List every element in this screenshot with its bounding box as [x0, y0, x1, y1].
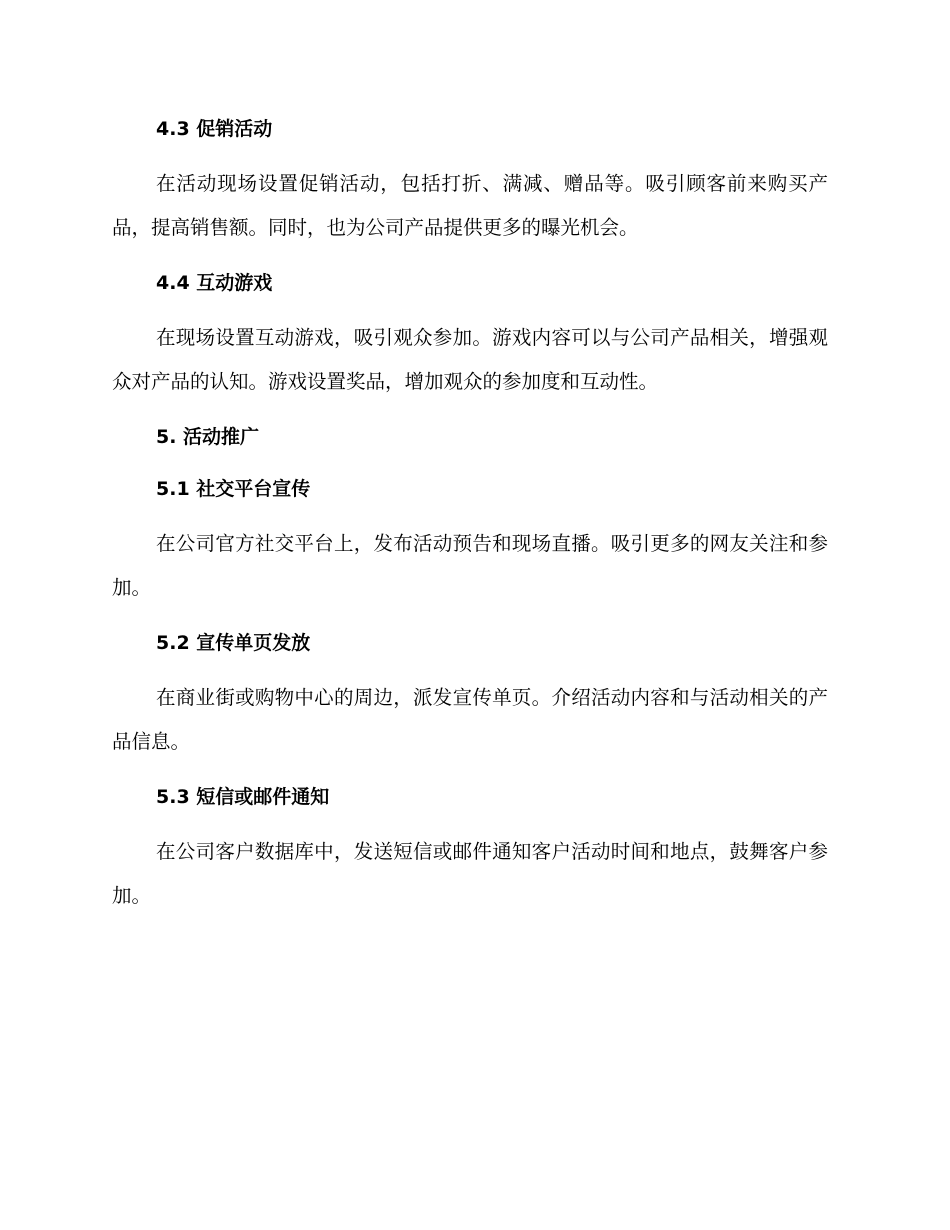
section-paragraph-5-3: 在公司客户数据库中，发送短信或邮件通知客户活动时间和地点，鼓舞客户参加。: [112, 840, 828, 907]
section-heading-4-4: 4.4 互动游戏: [156, 272, 273, 294]
section-heading-5: 5. 活动推广: [156, 426, 260, 448]
section-paragraph-4-3: 在活动现场设置促销活动，包括打折、满减、赠品等。吸引顾客前来购买产品，提高销售额。同时，也为公司产品提供更多的曝光机会。: [112, 172, 828, 239]
section-paragraph-5-1: 在公司官方社交平台上，发布活动预告和现场直播。吸引更多的网友关注和参加。: [112, 532, 828, 599]
section-paragraph-4-4: 在现场设置互动游戏，吸引观众参加。游戏内容可以与公司产品相关，增强观众对产品的认知。游戏设置奖品，增加观众的参加度和互动性。: [112, 326, 828, 393]
section-heading-5-1: 5.1 社交平台宣传: [156, 478, 311, 500]
section-heading-5-2: 5.2 宣传单页发放: [156, 632, 311, 654]
section-paragraph-5-2: 在商业街或购物中心的周边，派发宣传单页。介绍活动内容和与活动相关的产品信息。: [112, 686, 828, 753]
section-heading-4-3: 4.3 促销活动: [156, 118, 273, 140]
document-page: [112, 110, 828, 932]
section-heading-5-3: 5.3 短信或邮件通知: [156, 786, 330, 808]
